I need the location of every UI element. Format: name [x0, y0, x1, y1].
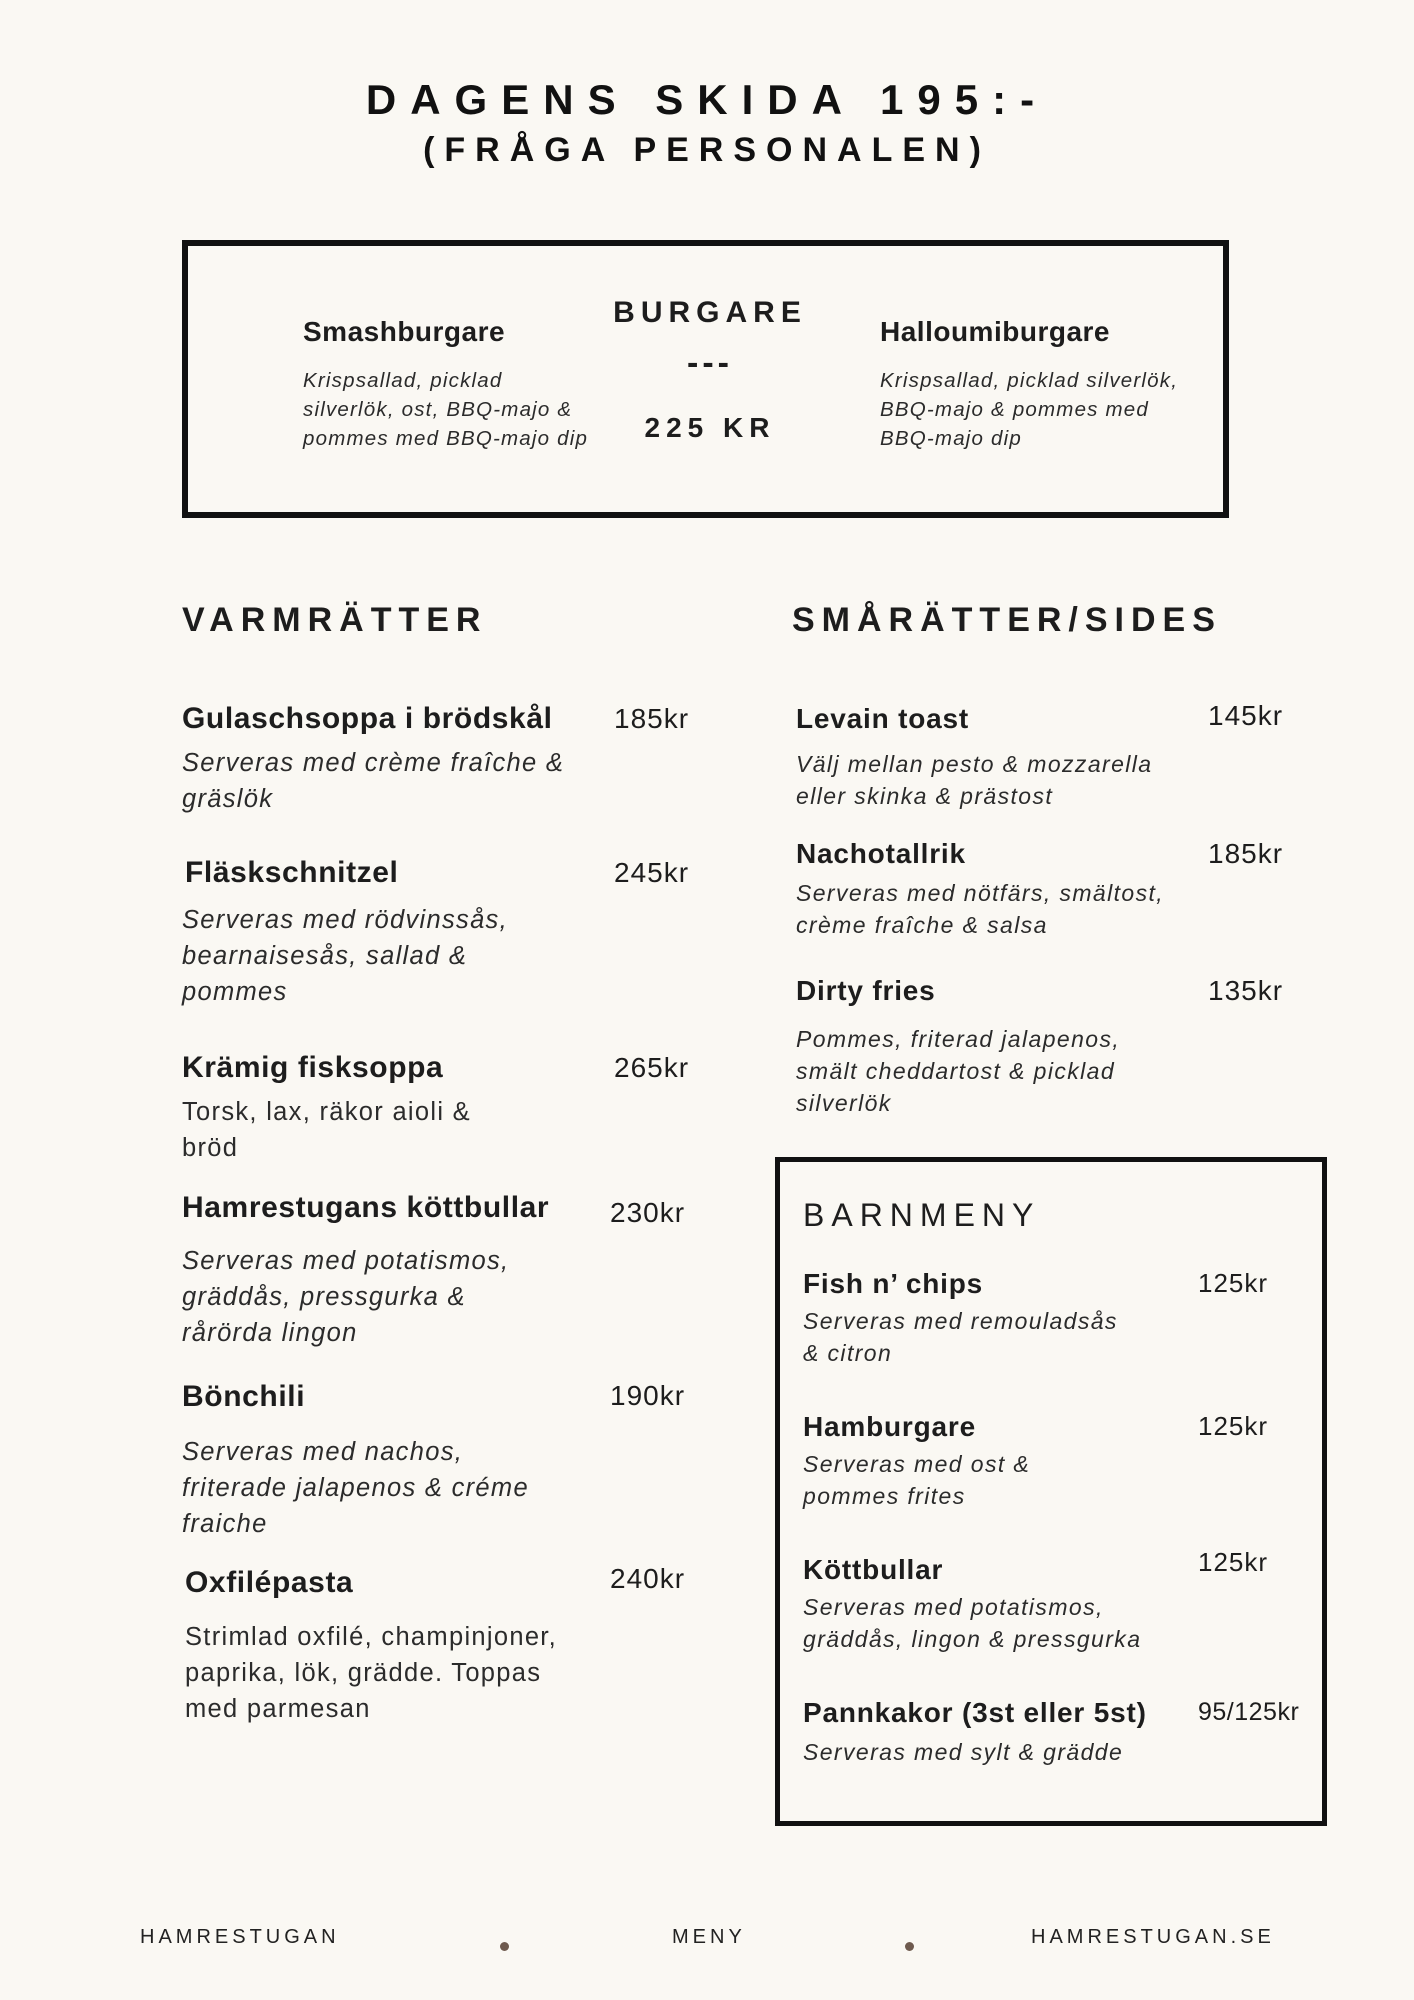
desc-line: Pommes, friterad jalapenos,: [796, 1026, 1121, 1052]
burger-left-desc: [303, 366, 588, 453]
desc-line: silverlök: [796, 1090, 892, 1116]
desc-line: Serveras med ost &: [803, 1451, 1031, 1477]
desc-line: Serveras med rödvinssås,: [182, 906, 508, 934]
dish-desc: [182, 902, 508, 1010]
footer-dot: [500, 1942, 509, 1951]
varmratter-title: VARMRÄTTER: [182, 601, 488, 639]
burger-right-desc: [880, 366, 1178, 453]
desc-line: gräslök: [182, 785, 274, 813]
footer-dot: [905, 1942, 914, 1951]
daily-special-subtitle: (FRÅGA PERSONALEN): [423, 131, 991, 169]
kids-dish-price: 95/125kr: [1198, 1698, 1300, 1726]
daily-special-title: DAGENS SKIDA 195:-: [365, 76, 1049, 123]
desc-line: Torsk, lax, räkor aioli &: [182, 1098, 471, 1126]
burger-price: 225 KR: [644, 412, 776, 443]
dish-desc: [182, 745, 564, 817]
desc-line: Serveras med potatismos,: [182, 1247, 510, 1275]
kids-dish-name: Köttbullar: [803, 1554, 944, 1585]
kids-menu-title: BARNMENY: [803, 1197, 1041, 1233]
desc-line: gräddås, lingon & pressgurka: [803, 1626, 1142, 1652]
dish-name: Krämig fisksoppa: [182, 1051, 444, 1084]
dish-name: Hamrestugans köttbullar: [182, 1191, 550, 1224]
dish-name: Bönchili: [182, 1380, 306, 1413]
side-name: Dirty fries: [796, 975, 936, 1006]
side-name: Nachotallrik: [796, 838, 966, 869]
desc-line: bearnaisesås, sallad &: [182, 942, 468, 970]
desc-line: Serveras med crème fraîche &: [182, 749, 565, 777]
desc-line: & citron: [803, 1340, 893, 1366]
kids-dish-name: Fish n’ chips: [803, 1268, 983, 1299]
desc-line: Serveras med sylt & grädde: [803, 1739, 1124, 1765]
dish-price: 190kr: [610, 1380, 686, 1411]
desc-line: smält cheddartost & picklad: [796, 1058, 1116, 1084]
desc-line: gräddås, pressgurka &: [182, 1283, 466, 1311]
desc-line: silverlök, ost, BBQ-majo &: [303, 398, 573, 421]
dish-name: Oxfilépasta: [185, 1566, 354, 1599]
footer-website[interactable]: HAMRESTUGAN.SE: [1031, 1926, 1275, 1948]
dish-desc: [182, 1243, 509, 1351]
burger-right-name: Halloumiburgare: [880, 316, 1110, 347]
dish-price: 265kr: [614, 1052, 690, 1083]
kids-dish-price: 125kr: [1198, 1411, 1269, 1441]
desc-line: pommes frites: [803, 1483, 966, 1509]
dish-name: Fläskschnitzel: [185, 856, 399, 889]
desc-line: eller skinka & prästost: [796, 783, 1054, 809]
side-price: 135kr: [1208, 975, 1284, 1006]
desc-line: fraiche: [182, 1510, 268, 1538]
desc-line: friterade jalapenos & créme: [182, 1474, 529, 1502]
burger-section-title: BURGARE: [613, 296, 807, 329]
footer-menu-label: MENY: [672, 1926, 746, 1948]
side-desc: [796, 877, 1164, 941]
desc-line: bröd: [182, 1134, 239, 1162]
sides-title: SMÅRÄTTER/SIDES: [792, 601, 1222, 639]
kids-dish-desc: [803, 1736, 1123, 1768]
desc-line: BBQ-majo dip: [880, 427, 1023, 450]
side-name: Levain toast: [796, 703, 969, 734]
dish-price: 230kr: [610, 1197, 686, 1228]
desc-line: Serveras med remouladsås: [803, 1308, 1118, 1334]
footer-brand: HAMRESTUGAN: [140, 1926, 340, 1948]
dish-desc: [182, 1094, 471, 1166]
desc-line: rårörda lingon: [182, 1319, 358, 1347]
side-desc: [796, 1023, 1120, 1119]
dish-price: 240kr: [610, 1563, 686, 1594]
desc-line: crème fraîche & salsa: [796, 912, 1048, 938]
dish-desc: [185, 1619, 557, 1727]
kids-dish-desc: [803, 1448, 1030, 1512]
desc-line: pommes: [182, 978, 288, 1006]
desc-line: med parmesan: [185, 1695, 371, 1723]
burger-divider: ---: [687, 344, 733, 382]
kids-dish-price: 125kr: [1198, 1547, 1269, 1577]
dish-price: 185kr: [614, 703, 690, 734]
side-price: 185kr: [1208, 838, 1284, 869]
desc-line: Serveras med nötfärs, smältost,: [796, 880, 1165, 906]
kids-dish-desc: [803, 1591, 1141, 1655]
burger-left-name: Smashburgare: [303, 316, 506, 347]
desc-line: paprika, lök, grädde. Toppas: [185, 1659, 542, 1687]
desc-line: pommes med BBQ-majo dip: [303, 427, 589, 450]
side-desc: [796, 748, 1152, 812]
desc-line: Serveras med nachos,: [182, 1438, 464, 1466]
desc-line: Strimlad oxfilé, champinjoner,: [185, 1623, 558, 1651]
desc-line: Krispsallad, picklad: [303, 369, 503, 392]
kids-dish-desc: [803, 1305, 1118, 1369]
kids-dish-name: Pannkakor (3st eller 5st): [803, 1697, 1147, 1728]
kids-dish-name: Hamburgare: [803, 1411, 976, 1442]
desc-line: Serveras med potatismos,: [803, 1594, 1104, 1620]
kids-dish-price: 125kr: [1198, 1268, 1269, 1298]
desc-line: Krispsallad, picklad silverlök,: [880, 369, 1179, 392]
side-price: 145kr: [1208, 700, 1284, 731]
dish-price: 245kr: [614, 857, 690, 888]
dish-name: Gulaschsoppa i brödskål: [182, 702, 553, 735]
desc-line: BBQ-majo & pommes med: [880, 398, 1149, 421]
dish-desc: [182, 1434, 529, 1542]
desc-line: Välj mellan pesto & mozzarella: [796, 751, 1153, 777]
